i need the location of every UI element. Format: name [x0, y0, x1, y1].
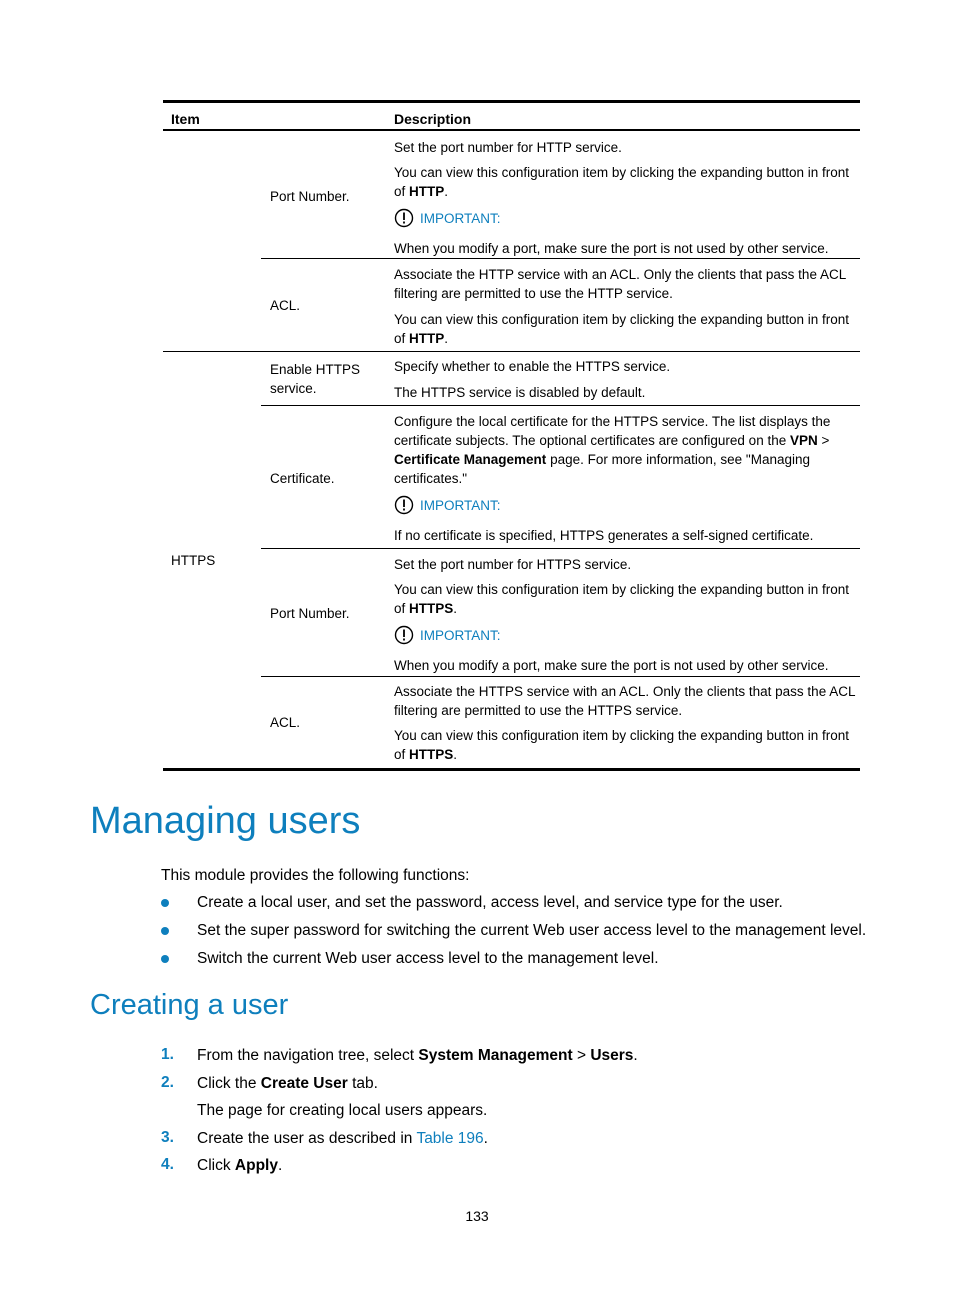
important-icon	[394, 208, 414, 228]
bullet-item: Create a local user, and set the password, access level, and service type for the user.	[197, 894, 783, 911]
row-divider	[261, 548, 860, 549]
https-cert-note: If no certificate is specified, HTTPS generates a self-signed certificate.	[394, 528, 814, 543]
http-port-label: Port Number.	[270, 189, 350, 204]
https-port-desc-2: You can view this configuration item by clicking the expanding button in front of HTTPS.	[394, 582, 850, 616]
step-number: 1.	[161, 1046, 174, 1063]
important-callout	[394, 495, 501, 515]
header-item: Item	[171, 111, 200, 127]
page-number: 133	[465, 1208, 489, 1224]
group-divider	[163, 351, 860, 352]
important-icon	[394, 495, 414, 515]
row-divider	[261, 405, 860, 406]
https-cert-label: Certificate.	[270, 471, 335, 486]
row-divider	[261, 258, 860, 259]
step-2: Click the Create User tab.	[197, 1075, 378, 1092]
intro-text: This module provides the following functions:	[161, 867, 470, 884]
step-number: 3.	[161, 1129, 174, 1146]
step-number: 4.	[161, 1156, 174, 1173]
https-port-label: Port Number.	[270, 606, 350, 621]
important-callout	[394, 625, 501, 645]
http-port-desc-2: You can view this configuration item by clicking the expanding button in front of HTTP.	[394, 165, 850, 199]
step-4: Click Apply.	[197, 1157, 283, 1174]
https-group-label: HTTPS	[171, 553, 216, 568]
https-port-note: When you modify a port, make sure the port is not used by other service.	[394, 658, 829, 673]
important-label: IMPORTANT:	[420, 210, 501, 226]
bullet-icon	[161, 955, 169, 963]
section-title-managing-users: Managing users	[90, 800, 361, 842]
row-divider	[261, 676, 860, 677]
https-acl-label: ACL.	[270, 715, 301, 730]
step-1: From the navigation tree, select System Management > Users.	[197, 1047, 638, 1064]
important-label: IMPORTANT:	[420, 497, 501, 513]
important-label: IMPORTANT:	[420, 627, 501, 643]
http-port-note: When you modify a port, make sure the port is not used by other service.	[394, 241, 829, 256]
https-acl-desc-1: Associate the HTTPS service with an ACL. Only the clients that pass the ACL filtering are permitted to use the HTTPS service.	[394, 684, 855, 718]
section-title-creating-user: Creating a user	[90, 989, 289, 1021]
http-port-desc-1: Set the port number for HTTP service.	[394, 140, 622, 155]
step-number: 2.	[161, 1074, 174, 1091]
http-acl-desc-2: You can view this configuration item by clicking the expanding button in front of HTTP.	[394, 312, 850, 346]
table-top-rule	[163, 100, 860, 103]
step-2-result: The page for creating local users appears.	[197, 1102, 488, 1119]
https-enable-label: Enable HTTPS service.	[270, 362, 361, 396]
bullet-icon	[161, 899, 169, 907]
http-acl-desc-1: Associate the HTTP service with an ACL. Only the clients that pass the ACL filtering are permitted to use the HTTP service.	[394, 267, 846, 301]
header-description: Description	[394, 111, 472, 127]
https-enable-desc-1: Specify whether to enable the HTTPS service.	[394, 359, 671, 374]
table-196-link[interactable]: Table 196	[416, 1130, 484, 1147]
http-acl-label: ACL.	[270, 298, 301, 313]
https-cert-desc: Configure the local certificate for the HTTPS service. The list displays the certificate subjects. The optional certificates are configured on the VPN > Certificate Management page. For more information, see "Managing certificates."	[394, 414, 831, 486]
header-rule	[163, 129, 860, 131]
important-icon	[394, 625, 414, 645]
bullet-icon	[161, 927, 169, 935]
important-callout	[394, 208, 501, 228]
https-acl-desc-2: You can view this configuration item by clicking the expanding button in front of HTTPS.	[394, 728, 850, 762]
step-3: Create the user as described in Table 196.	[197, 1130, 488, 1147]
table-bottom-rule	[163, 768, 860, 771]
https-port-desc-1: Set the port number for HTTPS service.	[394, 557, 632, 572]
bullet-item: Switch the current Web user access level to the management level.	[197, 950, 659, 967]
bullet-item: Set the super password for switching the current Web user access level to the management level.	[197, 922, 867, 939]
https-enable-desc-2: The HTTPS service is disabled by default.	[394, 385, 646, 400]
